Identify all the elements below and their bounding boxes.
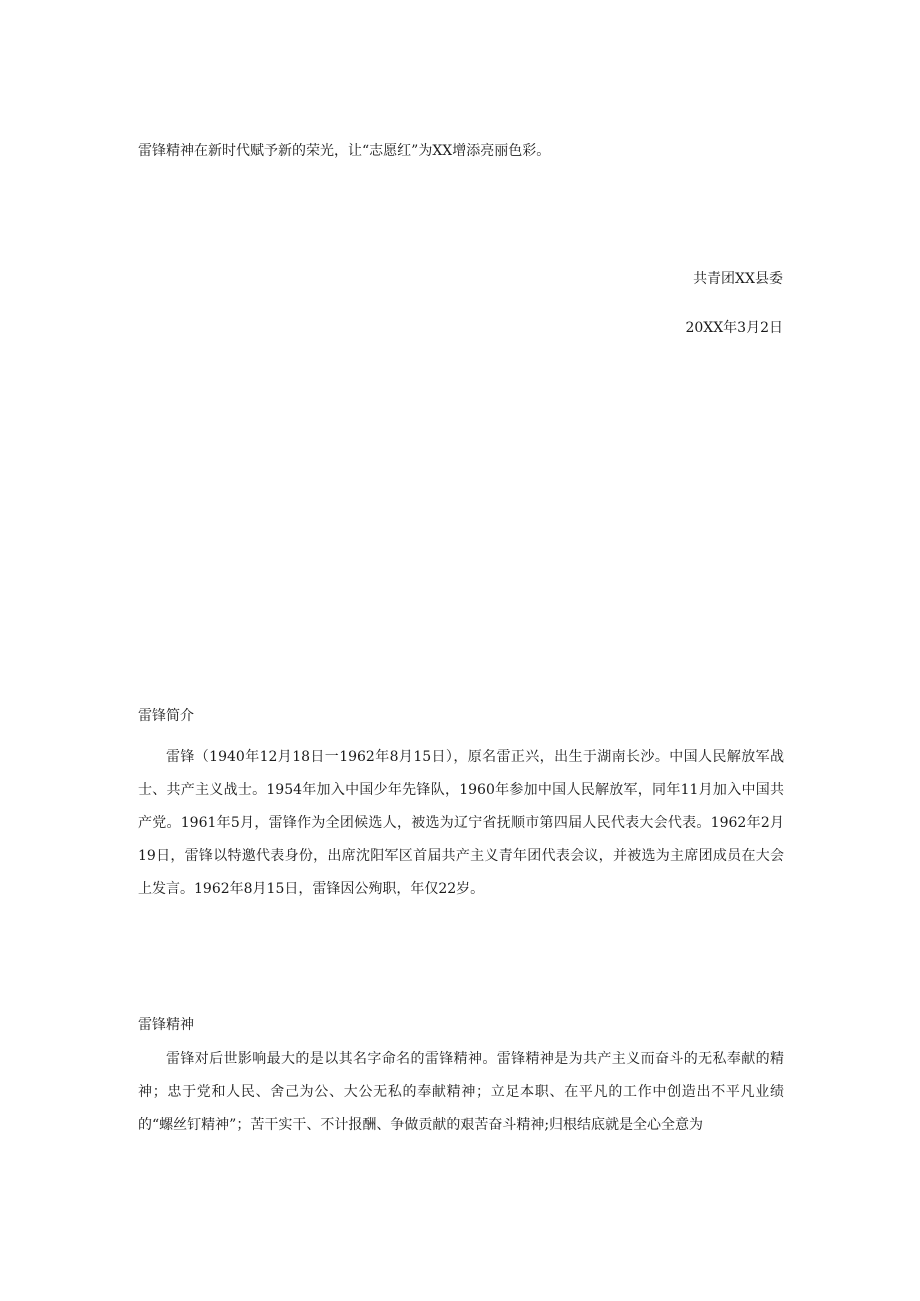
section-body-spirit: 雷锋对后世影响最大的是以其名字命名的雷锋精神。雷锋精神是为共产主义而奋斗的无私奉献的精神；忠于党和人民、舍己为公、大公无私的奉献精神；立足本职、在平凡的工作中创造出不平凡业绩的“螺丝钉精神”；苦干实干、不计报酬、争做贡献的艰苦奋斗精神;归根结底就是全心全意为 <box>138 1051 784 1133</box>
closing-line: 雷锋精神在新时代赋予新的荣光，让“志愿红”为XX增添亮丽色彩。 <box>138 143 551 159</box>
section-body-biography: 雷锋（1940年12月18日一1962年8月15日），原名雷正兴，出生于湖南长沙。中国人民解放军战士、共产主义战士。1954年加入中国少年先锋队，1960年参加中国人民解放军，同年11月加入中国共产党。1961年5月，雷锋作为全团候选人，被选为辽宁省抚顺市第四届人民代表大会代表。1962年2月19日，雷锋以特邀代表身份，出席沈阳军区首届共产主义青年团代表会议，并被选为主席团成员在大会上发言。1962年8月15日，雷锋因公殉职，年仅22岁。 <box>138 749 784 897</box>
section-title-biography: 雷锋简介 <box>138 708 194 724</box>
section-title-spirit: 雷锋精神 <box>138 1017 194 1033</box>
signature-date: 20XX年3月2日 <box>685 320 783 336</box>
signature-organization: 共青团XX县委 <box>693 271 783 287</box>
